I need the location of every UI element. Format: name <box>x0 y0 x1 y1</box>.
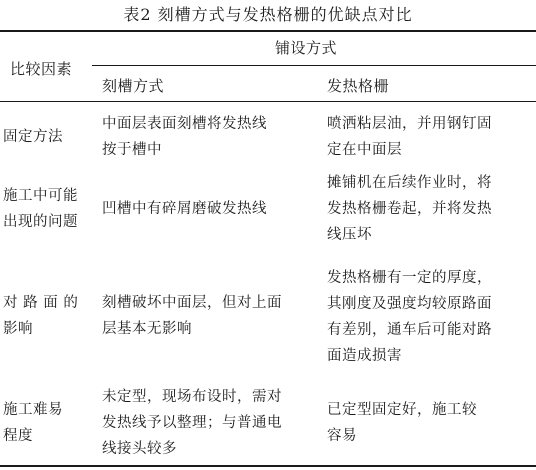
row-grid: 已定型固定好，施工较 容易 <box>327 402 477 444</box>
row-factor: 施工中可能 出现的问题 <box>3 188 78 230</box>
table-caption: 表2 刻槽方式与发热格栅的优缺点对比 <box>123 5 413 24</box>
row-factor: 固定方法 <box>3 129 63 145</box>
table-bottom-rule <box>0 465 536 467</box>
row-groove: 未定型，现场布设时，需对 发热线予以整理；与普通电 线接头较多 <box>102 389 282 457</box>
header-col-groove: 刻槽方式 <box>102 77 165 95</box>
table-top-rule <box>0 30 536 32</box>
row-grid: 发热格栅有一定的厚度， 其刚度及强度均较原路面 有差别，通车后可能对路 面造成损害 <box>327 270 492 364</box>
header-factor: 比较因素 <box>10 60 73 78</box>
row-factor: 施工难易 程度 <box>3 402 63 444</box>
row-groove: 刻槽破坏中面层，但对上面 层基本无影响 <box>102 295 282 337</box>
header-bottom-rule <box>0 101 536 102</box>
row-grid: 喷洒粘层油，并用钢钉固 定在中面层 <box>327 116 492 158</box>
header-col-grid: 发热格栅 <box>327 77 390 95</box>
header-group: 铺设方式 <box>275 39 338 57</box>
row-grid: 摊铺机在后续作业时，将 发热格栅卷起，并将发热 线压坏 <box>327 175 492 243</box>
header-group-rule <box>92 65 536 66</box>
row-factor: 对 路 面 的 影响 <box>3 295 79 337</box>
row-groove: 中面层表面刻槽将发热线 按于槽中 <box>102 116 267 158</box>
row-groove: 凹槽中有碎屑磨破发热线 <box>102 201 267 217</box>
